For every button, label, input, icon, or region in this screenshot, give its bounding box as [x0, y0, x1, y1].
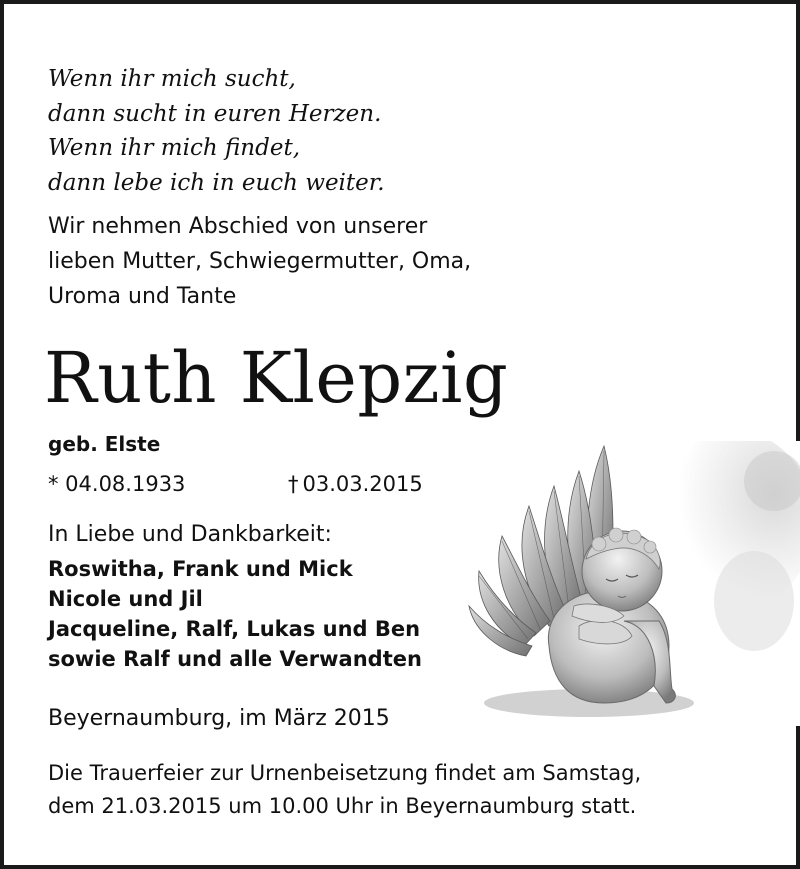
angel-figurine-icon — [454, 441, 800, 726]
farewell-intro — [48, 209, 471, 314]
ceremony-notice — [48, 757, 641, 823]
death-info — [288, 472, 423, 496]
poem-line: dann lebe ich in euch weiter. — [48, 169, 385, 196]
place-date: Beyernaumburg, im März 2015 — [48, 706, 390, 731]
family-intro: In Liebe und Dankbarkeit: — [48, 522, 332, 547]
death-date: 03.03.2015 — [302, 472, 423, 496]
cross-icon: † — [288, 472, 299, 496]
poem-line: Wenn ihr mich findet, — [48, 135, 301, 161]
birth-date: * 04.08.1933 — [48, 472, 186, 496]
intro-line: Wir nehmen Abschied von unserer — [48, 214, 428, 239]
family-line: Nicole und Jil — [48, 587, 203, 611]
ceremony-line: Die Trauerfeier zur Urnenbeisetzung findet am Samstag, — [48, 761, 642, 785]
maiden-name: geb. Elste — [48, 432, 161, 456]
family-line: sowie Ralf und alle Verwandten — [48, 647, 422, 671]
poem-line: dann sucht in euren Herzen. — [48, 100, 382, 127]
poem — [48, 62, 385, 200]
family-list — [48, 554, 422, 674]
poem-line: Wenn ihr mich sucht, — [48, 66, 296, 92]
deceased-name: Ruth Klepzig — [44, 337, 509, 419]
intro-line: Uroma und Tante — [48, 284, 237, 309]
family-line: Jacqueline, Ralf, Lukas und Ben — [48, 617, 421, 641]
ceremony-line: dem 21.03.2015 um 10.00 Uhr in Beyernaumburg statt. — [48, 794, 637, 818]
intro-line: lieben Mutter, Schwiegermutter, Oma, — [48, 249, 472, 274]
family-line: Roswitha, Frank und Mick — [48, 557, 353, 581]
